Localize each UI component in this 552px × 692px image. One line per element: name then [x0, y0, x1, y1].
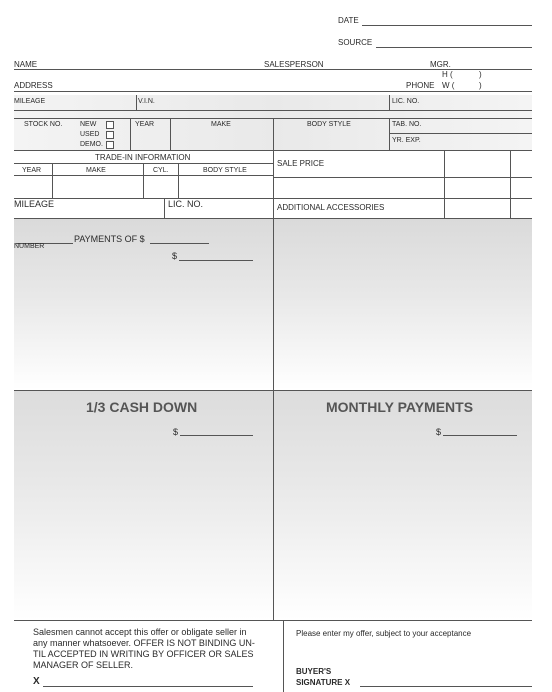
date-field[interactable]: [362, 25, 532, 26]
tab-no-label: TAB. NO.: [392, 121, 422, 128]
home-phone-close: ): [479, 70, 482, 79]
name-field[interactable]: [14, 69, 532, 70]
trade-make-label: MAKE: [86, 167, 106, 174]
phone-label: PHONE: [406, 81, 435, 90]
work-phone-close: ): [479, 81, 482, 90]
name-label: NAME: [14, 60, 38, 69]
address-label: ADDRESS: [14, 81, 53, 90]
cash-down-panel-shade: [14, 390, 273, 620]
trade-body-style-label: BODY STYLE: [203, 167, 247, 174]
mileage-label: MILEAGE: [14, 98, 46, 105]
monthly-payment-field[interactable]: [443, 435, 517, 436]
monthly-payments-title: MONTHLY PAYMENTS: [326, 399, 474, 415]
body-style-label: BODY STYLE: [307, 121, 351, 128]
cash-down-dollar-sign: $: [173, 427, 179, 437]
used-checkbox[interactable]: [106, 131, 114, 139]
lic-no-label: LIC. NO.: [392, 98, 420, 105]
number-label: NUMBER: [14, 243, 45, 250]
monthly-panel-shade: [273, 390, 532, 620]
year-label: YEAR: [135, 121, 155, 128]
buyer-signature-line[interactable]: [360, 686, 532, 687]
additional-accessories-label: ADDITIONAL ACCESSORIES: [277, 203, 385, 212]
sale-price-label: SALE PRICE: [277, 159, 325, 168]
demo-checkbox[interactable]: [106, 141, 114, 149]
demo-label: DEMO.: [80, 141, 103, 148]
trade-year-label: YEAR: [22, 167, 42, 174]
buyer-signature-label: SIGNATURE X: [296, 678, 351, 687]
salesperson-label: SALESPERSON: [264, 60, 324, 69]
vin-label: V.I.N.: [138, 98, 155, 105]
seller-signature-line[interactable]: [43, 686, 253, 687]
payment-amount-field[interactable]: [179, 260, 253, 261]
work-phone-label: W (: [442, 81, 455, 90]
stock-no-label: STOCK NO.: [24, 121, 63, 128]
disclaimer-text: Salesmen cannot accept this offer or obligate seller in any manner whatsoever. OFFER IS NOT BINDING UN- TIL ACCEPTED IN WRITING BY OFFICER OR SALES MANAGER OF SELLER.: [33, 627, 255, 670]
source-label: SOURCE: [338, 38, 373, 47]
monthly-dollar-sign: $: [436, 427, 442, 437]
new-checkbox[interactable]: [106, 121, 114, 129]
new-label: NEW: [80, 121, 97, 128]
home-phone-label: H (: [442, 70, 453, 79]
payments-of-label: PAYMENTS OF $: [74, 234, 145, 244]
used-label: USED: [80, 131, 100, 138]
seller-signature-x: X: [33, 676, 40, 687]
payments-of-field[interactable]: [150, 243, 209, 244]
trade-in-title: TRADE-IN INFORMATION: [95, 153, 191, 162]
accessories-panel-shade: [273, 218, 532, 390]
cash-down-title: 1/3 CASH DOWN: [86, 399, 198, 415]
cash-down-field[interactable]: [180, 435, 253, 436]
buyers-label: BUYER'S: [296, 667, 332, 676]
address-field[interactable]: [14, 91, 532, 92]
source-field[interactable]: [376, 47, 532, 48]
trade-cyl-label: CYL.: [153, 167, 169, 174]
offer-text: Please enter my offer, subject to your acceptance: [296, 629, 472, 638]
payment-dollar-sign: $: [172, 251, 178, 261]
trade-mileage-label: MILEAGE: [14, 199, 55, 209]
trade-lic-no-label: LIC. NO.: [168, 199, 204, 209]
mgr-label: MGR.: [430, 60, 451, 69]
yr-exp-label: YR. EXP.: [392, 137, 421, 144]
make-label: MAKE: [211, 121, 231, 128]
date-label: DATE: [338, 16, 359, 25]
